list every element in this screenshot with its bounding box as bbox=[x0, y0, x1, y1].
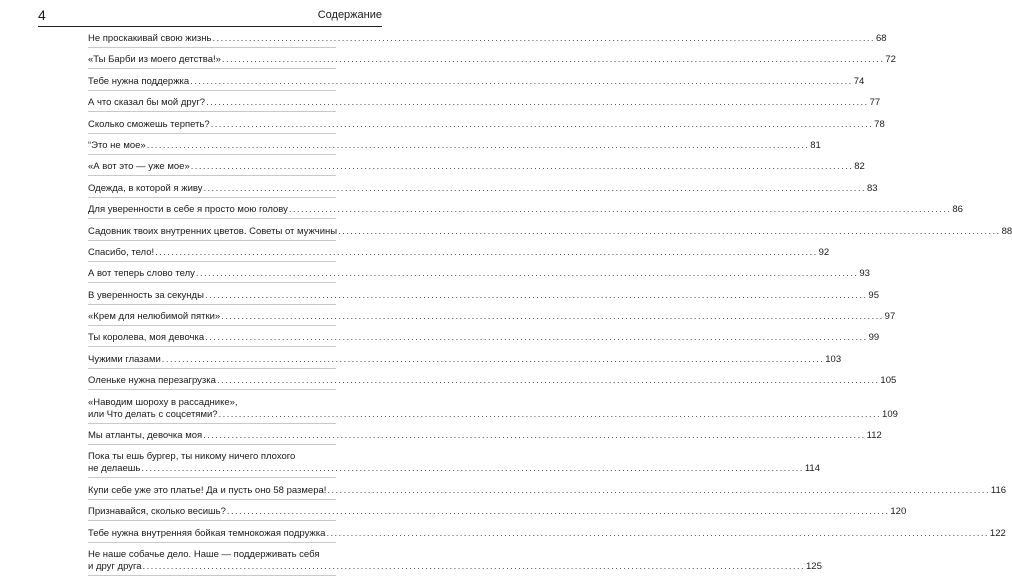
toc-entry-line bbox=[88, 560, 822, 573]
toc-entry-line bbox=[88, 204, 963, 216]
toc-entry[interactable] bbox=[88, 311, 896, 326]
dot-leader bbox=[219, 409, 881, 421]
toc-entry-page-number: 109 bbox=[882, 408, 898, 420]
toc-entry-title: не делаешь bbox=[88, 463, 141, 475]
toc-entry-page-number: 105 bbox=[880, 375, 897, 387]
dot-leader bbox=[338, 226, 1000, 238]
dot-leader bbox=[203, 183, 865, 195]
toc-entry-line bbox=[88, 161, 865, 173]
dot-leader bbox=[211, 119, 873, 131]
toc-entry-title: В уверенность за секунды bbox=[88, 289, 204, 301]
dot-leader bbox=[222, 54, 884, 66]
toc-entry-line bbox=[88, 408, 898, 421]
toc-entry-page-number: 77 bbox=[869, 97, 881, 109]
toc-entry-title: Купи себе уже это платье! Да и пусть оно 58 размера! bbox=[88, 484, 327, 496]
toc-entry-line bbox=[88, 375, 897, 387]
toc-entry[interactable] bbox=[88, 527, 1006, 543]
toc-entry-title: Садовник твоих внутренних цветов. Советы от мужчины bbox=[88, 225, 338, 237]
toc-entry[interactable] bbox=[88, 289, 879, 305]
toc-entry-title: А что сказал бы мой друг? bbox=[88, 97, 206, 109]
toc-entry-line bbox=[88, 182, 878, 195]
toc-entry-title: Тебе нужна внутренняя бойкая темнокожая подружка bbox=[88, 527, 326, 539]
toc-entry[interactable] bbox=[88, 451, 820, 478]
dot-leader bbox=[190, 76, 852, 88]
dot-leader bbox=[217, 375, 879, 387]
toc-entry[interactable] bbox=[88, 54, 896, 69]
toc-entry[interactable] bbox=[88, 396, 898, 424]
page-number: 4 bbox=[38, 7, 46, 23]
toc-entry-page-number: 116 bbox=[990, 484, 1007, 496]
toc-entry[interactable] bbox=[88, 548, 822, 576]
toc-entry-title-first-line: «Наводим шороху в рассаднике», bbox=[88, 396, 238, 408]
toc-entry[interactable] bbox=[88, 225, 1012, 241]
toc-entry-line bbox=[88, 484, 1007, 497]
toc-entry[interactable] bbox=[88, 484, 1007, 500]
toc-entry-title-first-line: Пока ты ешь бургер, ты никому ничего плохого bbox=[88, 451, 296, 463]
toc-entry-page-number: 92 bbox=[818, 246, 830, 258]
toc-entry-line bbox=[88, 527, 1006, 540]
toc-entry-title: Мы атланты, девочка моя bbox=[88, 430, 203, 442]
toc-entry[interactable] bbox=[88, 75, 865, 91]
toc-entry-page-number: 93 bbox=[859, 268, 870, 280]
toc-entry-title: Одежда, в которой я живу bbox=[88, 182, 203, 194]
toc-entry-line bbox=[88, 506, 907, 518]
toc-entry-line bbox=[88, 33, 887, 45]
dot-leader bbox=[206, 97, 868, 109]
dot-leader bbox=[221, 311, 883, 323]
toc-entry-title: Оленьке нужна перезагрузка bbox=[88, 375, 216, 387]
toc-entry-page-number: 97 bbox=[884, 311, 896, 323]
toc-entry-title: “Это не мое» bbox=[88, 139, 146, 151]
toc-entry-line bbox=[88, 225, 1012, 238]
toc-entry-page-number: 78 bbox=[874, 118, 885, 130]
dot-leader bbox=[155, 247, 817, 259]
toc-entry-page-number: 86 bbox=[952, 204, 963, 216]
toc-entry-line bbox=[88, 268, 870, 280]
toc-entry-page-number: 74 bbox=[853, 75, 865, 87]
toc-entry-line bbox=[88, 430, 882, 442]
toc-entry-line bbox=[88, 463, 820, 475]
dot-leader bbox=[327, 485, 989, 497]
running-head: Содержание bbox=[317, 8, 382, 21]
toc-entry-page-number: 114 bbox=[804, 463, 820, 475]
toc-entry[interactable] bbox=[88, 182, 878, 198]
toc-entry[interactable] bbox=[88, 246, 830, 262]
toc-entry-page-number: 99 bbox=[868, 332, 880, 344]
toc-entry-page-number: 83 bbox=[866, 182, 878, 194]
toc-entry-line bbox=[88, 75, 865, 88]
toc-entry[interactable] bbox=[88, 332, 880, 347]
dot-leader bbox=[196, 268, 858, 280]
toc-entry-title: «Крем для нелюбимой пятки» bbox=[88, 311, 221, 323]
toc-entry[interactable] bbox=[88, 375, 897, 390]
toc-entry-line bbox=[88, 332, 880, 344]
toc-entry-page-number: 88 bbox=[1001, 225, 1012, 237]
dot-leader bbox=[203, 430, 865, 442]
toc-entry-page-number: 82 bbox=[854, 161, 865, 173]
toc-entry-page-number: 81 bbox=[810, 139, 821, 151]
toc-entry-title: Сколько сможешь терпеть? bbox=[88, 118, 210, 130]
toc-entry-line bbox=[88, 54, 896, 66]
toc-entry-page-number: 122 bbox=[989, 527, 1006, 539]
toc-entry[interactable] bbox=[88, 33, 887, 48]
toc-entry-line bbox=[88, 246, 830, 259]
toc-entry[interactable] bbox=[88, 268, 870, 283]
toc-entry-line bbox=[88, 289, 879, 302]
toc-entry[interactable] bbox=[88, 353, 842, 369]
toc-entry-title: Не проскакивай свою жизнь bbox=[88, 33, 212, 44]
toc-entry-title: Спасибо, тело! bbox=[88, 246, 155, 258]
toc-entry[interactable] bbox=[88, 506, 907, 521]
toc-entry-title-first-line: Не наше собачье дело. Наше — поддерживать себя bbox=[88, 548, 320, 560]
toc-entry-title: «Ты Барби из моего детства!» bbox=[88, 54, 221, 66]
dot-leader bbox=[147, 140, 809, 152]
toc-entry-title: «А вот это — уже мое» bbox=[88, 161, 190, 173]
dot-leader bbox=[162, 354, 824, 366]
toc-entry-title: Признавайся, сколько весишь? bbox=[88, 506, 226, 518]
dot-leader bbox=[143, 561, 805, 573]
toc-entry[interactable] bbox=[88, 97, 881, 112]
toc-entry-page-number: 120 bbox=[890, 506, 907, 518]
toc-entry-page-number: 68 bbox=[875, 33, 887, 44]
dot-leader bbox=[289, 204, 951, 216]
dot-leader bbox=[326, 528, 988, 540]
toc-entry-page-number: 125 bbox=[806, 560, 822, 572]
toc-entry[interactable] bbox=[88, 139, 821, 155]
toc-entry-line bbox=[88, 139, 821, 152]
header-rule bbox=[38, 26, 382, 27]
toc-entry[interactable] bbox=[88, 204, 963, 219]
toc-entry-title: Тебе нужна поддержка bbox=[88, 75, 190, 87]
dot-leader bbox=[212, 33, 874, 45]
toc-entry-line bbox=[88, 353, 842, 366]
toc-entry-line bbox=[88, 97, 881, 109]
toc-entry-title: Чужими глазами bbox=[88, 353, 161, 365]
toc-entry-line bbox=[88, 311, 896, 323]
page-header bbox=[38, 2, 382, 28]
toc-entry[interactable] bbox=[88, 118, 885, 134]
toc-entry-title: или Что делать с соцсетями? bbox=[88, 408, 218, 420]
toc-entry[interactable] bbox=[88, 430, 882, 445]
toc-entry-page-number: 95 bbox=[868, 289, 879, 301]
dot-leader bbox=[205, 290, 867, 302]
dot-leader bbox=[205, 332, 867, 344]
toc-entry-title: Для уверенности в себе я просто мою голову bbox=[88, 204, 288, 216]
toc-entry-page-number: 112 bbox=[866, 430, 882, 442]
dot-leader bbox=[141, 463, 803, 475]
toc-entry-title: и друг друга bbox=[88, 560, 142, 572]
toc-entry-page-number: 72 bbox=[885, 54, 896, 66]
toc-entry-line bbox=[88, 118, 885, 131]
toc-entry-page-number: 103 bbox=[825, 353, 842, 365]
table-of-contents bbox=[88, 33, 1012, 582]
dot-leader bbox=[191, 161, 853, 173]
toc-entry-title: Ты королева, моя девочка bbox=[88, 332, 205, 344]
dot-leader bbox=[227, 506, 889, 518]
toc-entry[interactable] bbox=[88, 161, 865, 176]
toc-entry-title: А вот теперь слово телу bbox=[88, 268, 195, 280]
